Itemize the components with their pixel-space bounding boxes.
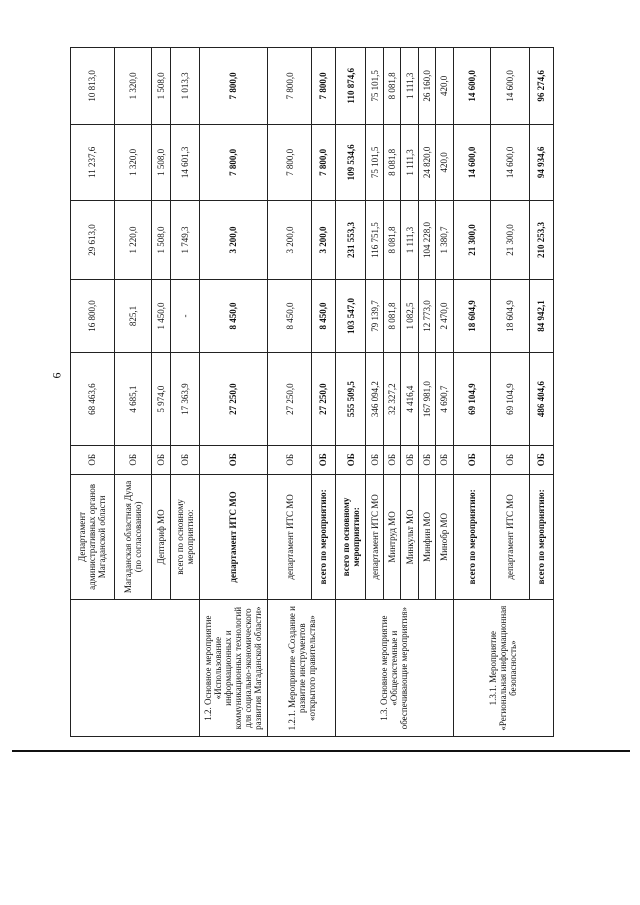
value-cell: 68 463,6: [71, 353, 115, 446]
value-cell: 1 749,3: [171, 201, 199, 280]
value-cell: 1 320,0: [114, 48, 151, 125]
source-cell: ОБ: [71, 446, 115, 474]
value-cell: 29 613,0: [71, 201, 115, 280]
budget-table: [70, 47, 554, 737]
value-cell: 167 981,0: [418, 353, 435, 446]
value-cell: 1 082,5: [401, 279, 418, 352]
value-cell: 210 253,3: [529, 201, 553, 280]
value-cell: 825,1: [114, 279, 151, 352]
source-cell: ОБ: [366, 446, 383, 474]
value-cell: 1 508,0: [151, 201, 171, 280]
value-cell: 8 081,8: [383, 201, 400, 280]
value-cell: 1 220,0: [114, 201, 151, 280]
value-cell: 8 081,8: [383, 48, 400, 125]
value-cell: 69 104,9: [453, 353, 490, 446]
value-cell: 1 320,0: [114, 124, 151, 201]
value-cell: 8 450,0: [311, 279, 335, 352]
value-cell: 96 274,6: [529, 48, 553, 125]
table-row: [453, 48, 490, 737]
value-cell: 8 450,0: [199, 279, 268, 352]
value-cell: 69 104,9: [490, 353, 529, 446]
value-cell: 231 553,3: [335, 201, 366, 280]
source-cell: ОБ: [151, 446, 171, 474]
value-cell: 420,0: [436, 124, 453, 201]
value-cell: 1 111,3: [401, 124, 418, 201]
value-cell: 14 600,0: [453, 124, 490, 201]
value-cell: 14 600,0: [453, 48, 490, 125]
value-cell: 116 751,5: [366, 201, 383, 280]
value-cell: 75 101,5: [366, 48, 383, 125]
measure-cell: 1.3.1. Мероприятие «Региональная информационная безопасность»: [453, 600, 553, 737]
value-cell: 10 813,0: [71, 48, 115, 125]
table-row: [199, 48, 268, 737]
value-cell: 18 604,9: [490, 279, 529, 352]
value-cell: 84 942,1: [529, 279, 553, 352]
source-cell: ОБ: [311, 446, 335, 474]
value-cell: 104 228,0: [418, 201, 435, 280]
value-cell: 555 509,5: [335, 353, 366, 446]
value-cell: 8 081,8: [383, 279, 400, 352]
value-cell: 26 160,0: [418, 48, 435, 125]
value-cell: 14 600,0: [490, 124, 529, 201]
value-cell: 4 416,4: [401, 353, 418, 446]
source-cell: ОБ: [529, 446, 553, 474]
value-cell: 3 200,0: [199, 201, 268, 280]
value-cell: 7 800,0: [199, 124, 268, 201]
value-cell: 109 534,6: [335, 124, 366, 201]
value-cell: 420,0: [436, 48, 453, 125]
value-cell: 8 081,8: [383, 124, 400, 201]
executor-cell: Магаданская областная Дума (по согласованию): [114, 474, 151, 600]
source-cell: ОБ: [335, 446, 366, 474]
table-row: [268, 48, 312, 737]
table-container: [70, 47, 554, 737]
value-cell: 94 934,6: [529, 124, 553, 201]
value-cell: 7 800,0: [311, 48, 335, 125]
page-number: 6: [49, 372, 64, 379]
value-cell: 75 101,5: [366, 124, 383, 201]
value-cell: 3 200,0: [311, 201, 335, 280]
executor-cell: департамент ИТС МО: [268, 474, 312, 600]
executor-cell: всего по мероприятию:: [311, 474, 335, 600]
executor-cell: всего по основному мероприятию:: [171, 474, 199, 600]
source-cell: ОБ: [383, 446, 400, 474]
value-cell: 11 237,6: [71, 124, 115, 201]
source-cell: ОБ: [171, 446, 199, 474]
value-cell: 3 200,0: [268, 201, 312, 280]
value-cell: 1 450,0: [151, 279, 171, 352]
source-cell: ОБ: [453, 446, 490, 474]
value-cell: 103 547,0: [335, 279, 366, 352]
source-cell: ОБ: [436, 446, 453, 474]
measure-cell: 1.2.1. Мероприятие «Создание и развитие инструментов «открытого правительства»: [268, 600, 336, 737]
value-cell: 4 690,7: [436, 353, 453, 446]
executor-cell: департамент ИТС МО: [366, 474, 383, 600]
value-cell: 7 800,0: [268, 48, 312, 125]
source-cell: ОБ: [418, 446, 435, 474]
value-cell: 1 111,3: [401, 48, 418, 125]
source-cell: ОБ: [114, 446, 151, 474]
value-cell: 32 327,2: [383, 353, 400, 446]
source-cell: ОБ: [268, 446, 312, 474]
value-cell: 27 250,0: [199, 353, 268, 446]
value-cell: 14 601,3: [171, 124, 199, 201]
value-cell: 1 380,7: [436, 201, 453, 280]
value-cell: -: [171, 279, 199, 352]
value-cell: 1 508,0: [151, 124, 171, 201]
value-cell: 1 013,3: [171, 48, 199, 125]
measure-cell: 1.3. Основное мероприятие «Общесистемные и обеспечивающие мероприятия»: [335, 600, 453, 737]
value-cell: 5 974,0: [151, 353, 171, 446]
executor-cell: департамент ИТС МО: [490, 474, 529, 600]
value-cell: 21 300,0: [453, 201, 490, 280]
executor-cell: Минфин МО: [418, 474, 435, 600]
value-cell: 1 508,0: [151, 48, 171, 125]
executor-cell: Департамент административных органов Магаданской области: [71, 474, 115, 600]
executor-cell: Минобр МО: [436, 474, 453, 600]
value-cell: 14 600,0: [490, 48, 529, 125]
table-row: [335, 48, 366, 737]
value-cell: 27 250,0: [268, 353, 312, 446]
executor-cell: всего по мероприятию:: [529, 474, 553, 600]
value-cell: 27 250,0: [311, 353, 335, 446]
executor-cell: всего по основному мероприятию:: [335, 474, 366, 600]
value-cell: 79 139,7: [366, 279, 383, 352]
executor-cell: Минтруд МО: [383, 474, 400, 600]
value-cell: 8 450,0: [268, 279, 312, 352]
source-cell: ОБ: [199, 446, 268, 474]
value-cell: 346 094,2: [366, 353, 383, 446]
table-row: [71, 48, 115, 737]
value-cell: 4 685,1: [114, 353, 151, 446]
value-cell: 110 874,6: [335, 48, 366, 125]
executor-cell: всего по мероприятию:: [453, 474, 490, 600]
value-cell: 2 470,0: [436, 279, 453, 352]
value-cell: 16 800,0: [71, 279, 115, 352]
value-cell: 24 820,0: [418, 124, 435, 201]
measure-cell: 1.2. Основное мероприятие «Использование информационных и коммуникационных технологий для социально-экономического развития Магаданской области»: [199, 600, 268, 737]
value-cell: 17 363,9: [171, 353, 199, 446]
source-cell: ОБ: [490, 446, 529, 474]
value-cell: 7 800,0: [268, 124, 312, 201]
value-cell: 7 800,0: [311, 124, 335, 201]
executor-cell: департамент ИТС МО: [199, 474, 268, 600]
value-cell: 1 111,3: [401, 201, 418, 280]
value-cell: 21 300,0: [490, 201, 529, 280]
value-cell: 18 604,9: [453, 279, 490, 352]
source-cell: ОБ: [401, 446, 418, 474]
value-cell: 7 800,0: [199, 48, 268, 125]
executor-cell: Дептариф МО: [151, 474, 171, 600]
value-cell: 12 773,0: [418, 279, 435, 352]
horizontal-rule: [12, 750, 630, 752]
value-cell: 486 404,6: [529, 353, 553, 446]
measure-cell: [71, 600, 200, 737]
executor-cell: Минкульт МО: [401, 474, 418, 600]
